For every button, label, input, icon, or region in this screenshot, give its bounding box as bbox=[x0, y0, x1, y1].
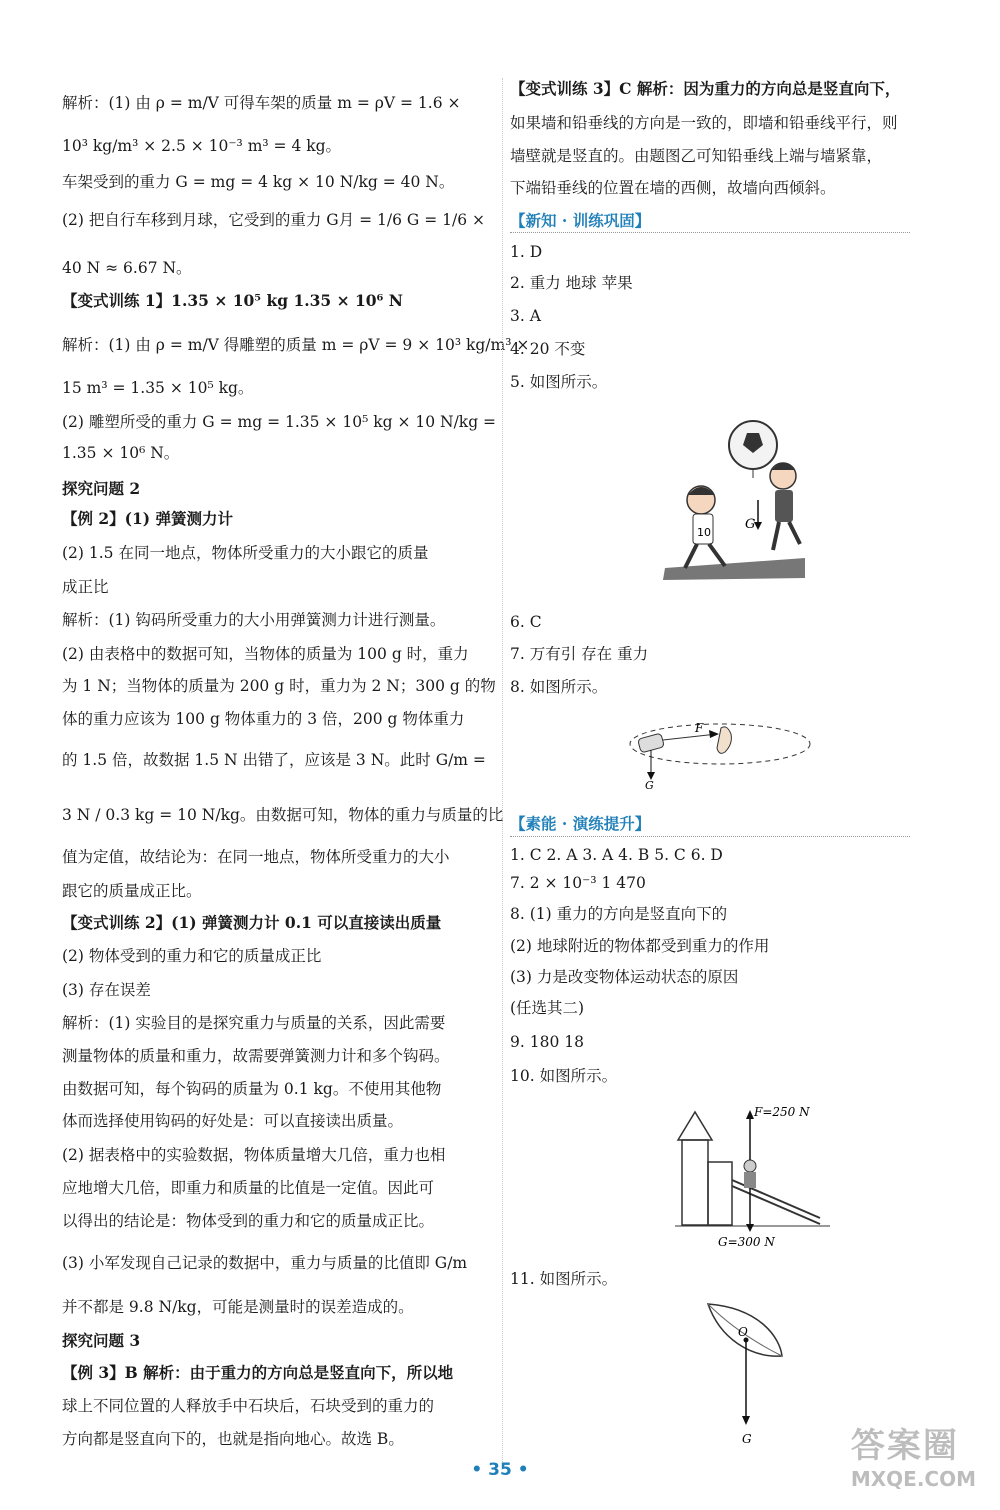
text-line: 6. C bbox=[510, 613, 542, 631]
figure-q11-leaf bbox=[700, 1298, 790, 1450]
section-divider bbox=[510, 836, 910, 837]
text-line: (3) 存在误差 bbox=[62, 981, 151, 999]
text-line: (3) 小军发现自己记录的数据中，重力与质量的比值即 G/m bbox=[62, 1254, 468, 1272]
svg-text:10: 10 bbox=[697, 526, 711, 539]
text-line: 【例 3】B 解析：由于重力的方向总是竖直向下，所以地 bbox=[62, 1363, 454, 1382]
text-line: 下端铅垂线的位置在墙的西侧，故墙向西倾斜。 bbox=[510, 179, 836, 197]
text-line: 车架受到的重力 G = mg = 4 kg × 10 N/kg = 40 N。 bbox=[62, 173, 455, 191]
text-line: 40 N ≈ 6.67 N。 bbox=[62, 259, 192, 277]
text-line: 墙壁就是竖直的。由题图乙可知铅垂线上端与墙紧靠， bbox=[510, 147, 883, 165]
text-line: 【例 2】(1) 弹簧测力计 bbox=[62, 509, 234, 528]
text-line: 9. 180 18 bbox=[510, 1033, 584, 1051]
text-line: 值为定值，故结论为：在同一地点，物体所受重力的大小 bbox=[62, 848, 450, 866]
watermark-logo: 答案圈 MXQE.COM bbox=[850, 1426, 976, 1491]
figure-q8-circular-motion bbox=[625, 718, 815, 790]
text-line: 【变式训练 1】1.35 × 10⁵ kg 1.35 × 10⁶ N bbox=[62, 291, 403, 310]
center-label: O bbox=[738, 1325, 748, 1339]
text-line: (2) 由表格中的数据可知，当物体的质量为 100 g 时，重力 bbox=[62, 645, 469, 663]
text-line: (任选其二) bbox=[510, 999, 585, 1017]
text-line: 解析：(1) 由 ρ = m/V 可得车架的质量 m = ρV = 1.6 × bbox=[62, 94, 461, 112]
text-line: 探究问题 3 bbox=[62, 1331, 141, 1350]
page-number: • 35 • bbox=[471, 1460, 529, 1480]
text-line: (2) 物体受到的重力和它的质量成正比 bbox=[62, 947, 322, 965]
text-line: 11. 如图所示。 bbox=[510, 1270, 618, 1288]
figure-q5-kids-ball bbox=[655, 418, 815, 583]
text-line: (2) 把自行车移到月球，它受到的重力 G月 = 1/6 G = 1/6 × bbox=[62, 211, 485, 229]
text-line: 解析：(1) 实验目的是探究重力与质量的关系，因此需要 bbox=[62, 1014, 446, 1032]
text-line: 15 m³ = 1.35 × 10⁵ kg。 bbox=[62, 379, 254, 397]
text-line: 1. D bbox=[510, 243, 543, 261]
text-line: 解析：(1) 钩码所受重力的大小用弹簧测力计进行测量。 bbox=[62, 611, 446, 629]
text-line: 如果墙和铅垂线的方向是一致的，即墙和铅垂线平行，则 bbox=[510, 114, 898, 132]
section-header-skills: 【素能 · 演练提升】 bbox=[510, 814, 651, 833]
text-line: 【变式训练 3】C 解析：因为重力的方向总是竖直向下， bbox=[510, 79, 901, 98]
text-line: 为 1 N；当物体的质量为 200 g 时，重力为 2 N；300 g 的物 bbox=[62, 677, 496, 695]
text-line: 体的重力应该为 100 g 物体重力的 3 倍，200 g 物体重力 bbox=[62, 710, 465, 728]
text-line: 体而选择使用钩码的好处是：可以直接读出质量。 bbox=[62, 1112, 404, 1130]
text-line: 并不都是 9.8 N/kg，可能是测量时的误差造成的。 bbox=[62, 1298, 414, 1316]
gravity-label: G bbox=[742, 1432, 752, 1446]
figure-q10-slide bbox=[670, 1100, 840, 1250]
text-line: 应地增大几倍，即重力和质量的比值是一定值。因此可 bbox=[62, 1179, 435, 1197]
text-line: 5. 如图所示。 bbox=[510, 373, 608, 391]
text-line: 【变式训练 2】(1) 弹簧测力计 0.1 可以直接读出质量 bbox=[62, 913, 442, 932]
text-line: 以得出的结论是：物体受到的重力和它的质量成正比。 bbox=[62, 1212, 435, 1230]
text-line: 7. 万有引 存在 重力 bbox=[510, 645, 649, 663]
text-line: 的 1.5 倍，故数据 1.5 N 出错了，应该是 3 N。此时 G/m = bbox=[62, 751, 486, 769]
text-line: (2) 雕塑所受的重力 G = mg = 1.35 × 10⁵ kg × 10 N/kg = bbox=[62, 413, 497, 431]
text-line: (2) 1.5 在同一地点，物体所受重力的大小跟它的质量 bbox=[62, 544, 429, 562]
section-header-new-knowledge: 【新知 · 训练巩固】 bbox=[510, 211, 651, 230]
text-line: 8. 如图所示。 bbox=[510, 678, 608, 696]
text-line: 由数据可知，每个钩码的质量为 0.1 kg。不使用其他物 bbox=[62, 1080, 442, 1098]
text-line: 球上不同位置的人释放手中石块后，石块受到的重力的 bbox=[62, 1397, 435, 1415]
section-divider bbox=[510, 232, 910, 233]
text-line: 跟它的质量成正比。 bbox=[62, 882, 202, 900]
text-line: 探究问题 2 bbox=[62, 479, 141, 498]
text-line: 3. A bbox=[510, 307, 541, 325]
gravity-label: G=300 N bbox=[718, 1235, 775, 1249]
text-line: 1. C 2. A 3. A 4. B 5. C 6. D bbox=[510, 846, 723, 864]
text-line: 2. 重力 地球 苹果 bbox=[510, 274, 633, 292]
text-line: 1.35 × 10⁶ N。 bbox=[62, 444, 180, 462]
column-divider bbox=[502, 78, 503, 1468]
text-line: (2) 地球附近的物体都受到重力的作用 bbox=[510, 937, 770, 955]
text-line: (3) 力是改变物体运动状态的原因 bbox=[510, 968, 739, 986]
text-line: 7. 2 × 10⁻³ 1 470 bbox=[510, 874, 646, 892]
gravity-label: G bbox=[645, 779, 654, 790]
text-line: 测量物体的质量和重力，故需要弹簧测力计和多个钩码。 bbox=[62, 1047, 450, 1065]
force-label: F=250 N bbox=[754, 1105, 810, 1119]
text-line: 解析：(1) 由 ρ = m/V 得雕塑的质量 m = ρV = 9 × 10³ kg/m³ × bbox=[62, 336, 530, 354]
text-line: 8. (1) 重力的方向是竖直向下的 bbox=[510, 905, 728, 923]
text-line: 10. 如图所示。 bbox=[510, 1067, 618, 1085]
text-line: 10³ kg/m³ × 2.5 × 10⁻³ m³ = 4 kg。 bbox=[62, 137, 342, 155]
gravity-label: G bbox=[745, 517, 756, 532]
force-label: F bbox=[695, 721, 704, 735]
text-line: 4. 20 不变 bbox=[510, 340, 586, 358]
text-line: 3 N / 0.3 kg = 10 N/kg。由数据可知，物体的重力与质量的比 bbox=[62, 806, 504, 824]
text-line: (2) 据表格中的实验数据，物体质量增大几倍，重力也相 bbox=[62, 1146, 446, 1164]
text-line: 成正比 bbox=[62, 578, 109, 596]
text-line: 方向都是竖直向下的，也就是指向地心。故选 B。 bbox=[62, 1430, 404, 1448]
